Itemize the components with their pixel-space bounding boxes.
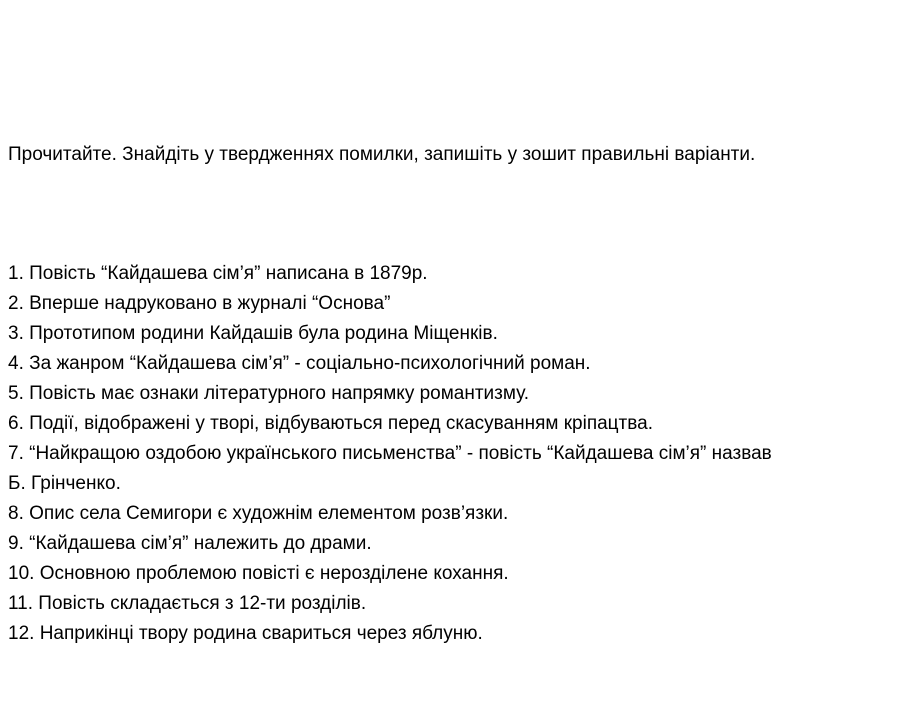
statement-line: 4. За жанром “Кайдашева сім’я” - соціально-психологічний роман.: [8, 353, 591, 374]
statement-line: 2. Вперше надруковано в журналі “Основа”: [8, 293, 391, 314]
statement-line: 1. Повість “Кайдашева сім’я” написана в 1879р.: [8, 263, 428, 284]
statement-line: 12. Наприкінці твору родина свариться через яблуню.: [8, 623, 483, 644]
statement-line: 10. Основною проблемою повісті є нерозділене кохання.: [8, 563, 509, 584]
statement-line: 3. Прототипом родини Кайдашів була родина Міщенків.: [8, 323, 498, 344]
statement-line: 11. Повість складається з 12-ти розділів.: [8, 593, 367, 614]
instruction-text: Прочитайте. Знайдіть у твердженнях помилки, запишіть у зошит правильні варіанти.: [8, 144, 756, 165]
statement-line: Б. Грінченко.: [8, 473, 121, 494]
statement-line: 6. Події, відображені у творі, відбуваються перед скасуванням кріпацтва.: [8, 413, 653, 434]
statement-line: 5. Повість має ознаки літературного напрямку романтизму.: [8, 383, 530, 404]
statement-line: 9. “Кайдашева сім’я” належить до драми.: [8, 533, 372, 554]
statements-list: [8, 259, 772, 649]
statement-line: 8. Опис села Семигори є художнім елементом розв’язки.: [8, 503, 509, 524]
statement-line: 7. “Найкращою оздобою українського письменства” - повість “Кайдашева сім’я” назвав: [8, 443, 772, 464]
